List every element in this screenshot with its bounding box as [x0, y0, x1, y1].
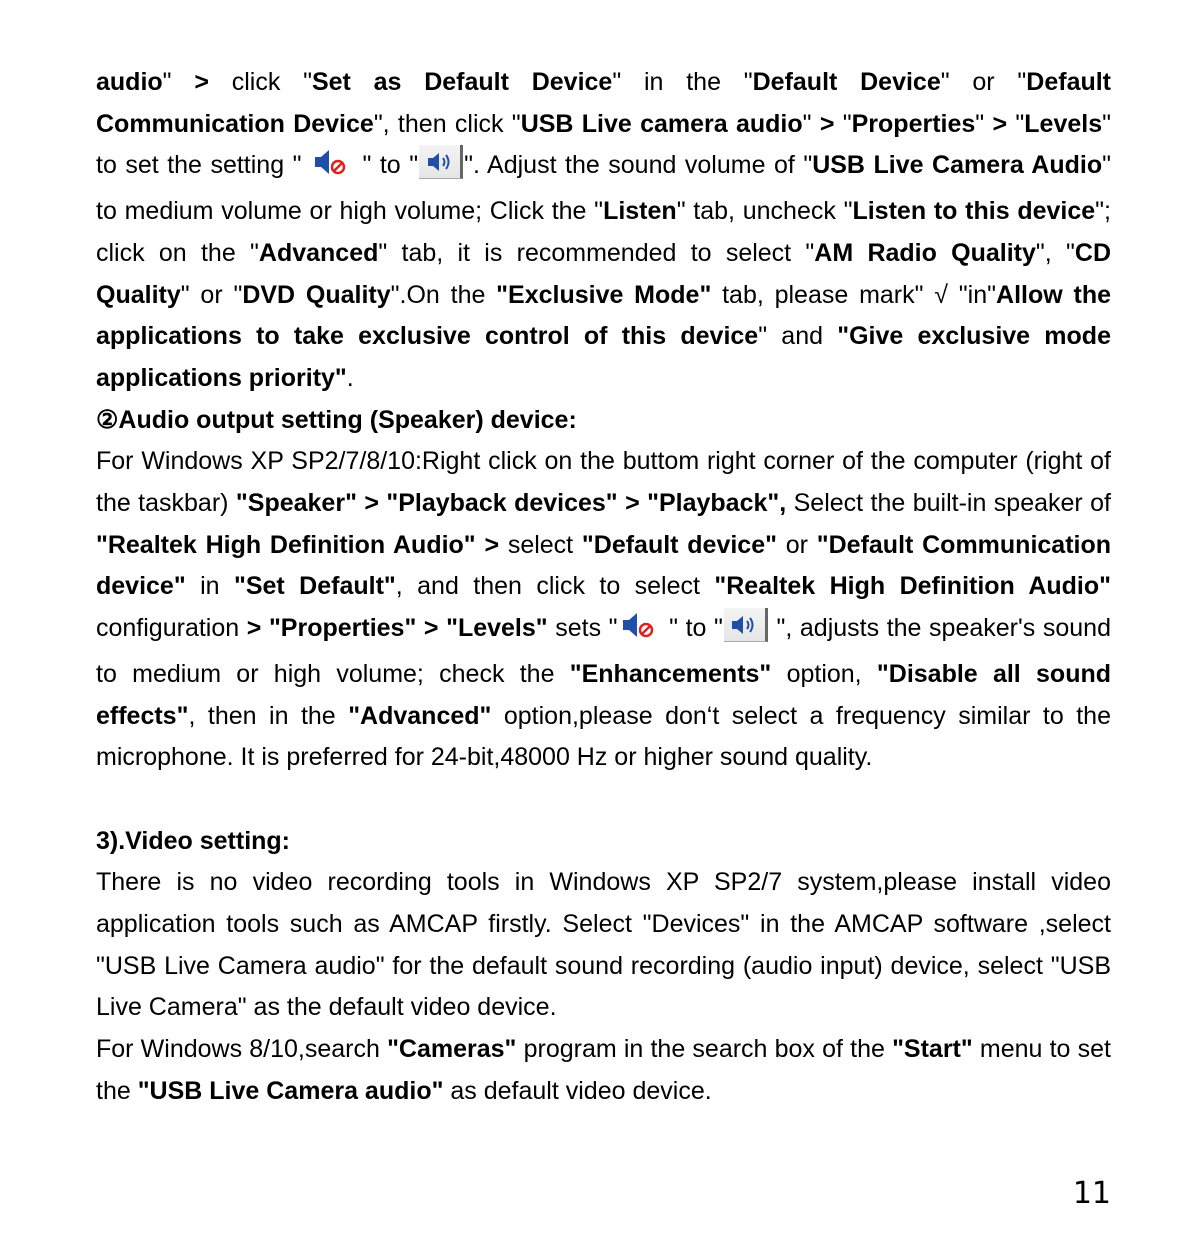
text-run: ", then click ": [373, 109, 521, 138]
text-run: "Disable all sound effects": [96, 659, 1112, 730]
paragraph-video-settings: [96, 862, 1111, 1029]
text-run: ": [1007, 109, 1025, 138]
text-run: There is no video recording tools in Windows XP SP2/7 system,please install video application tools such as AMCAP firstly. Select "Devices" in the AMCAP software ,select "USB Live Camera audio" for the default sound recording (audio input) device, select "USB Live Camera" as the default video device.: [96, 868, 1111, 1022]
arrow-glyph: >: [194, 68, 209, 96]
speaker-volume-icon: [724, 608, 768, 642]
text-run: "Realtek High Definition Audio": [714, 572, 1111, 601]
text-run: Listen to this device: [852, 197, 1096, 226]
text-run: ": [834, 109, 852, 138]
text-run: option,please don‘t select a frequency similar to the microphone. It is preferred for 24-bit,48000 Hz or higher sound quality.: [96, 701, 1111, 772]
text-run: " in the ": [612, 68, 753, 96]
text-run: click ": [208, 68, 312, 96]
text-run: Select the built-in speaker of: [786, 489, 1112, 518]
text-run: " tab, uncheck ": [676, 197, 853, 226]
text-run: ": [802, 109, 820, 138]
text-run: "Realtek High Definition Audio" >: [96, 530, 500, 559]
text-run: Set as Default Device: [311, 68, 613, 96]
text-run: option,: [771, 659, 877, 688]
text-run: " to ": [353, 151, 419, 180]
text-run: CD Quality: [96, 238, 1111, 309]
text-run: "Advanced": [348, 701, 492, 730]
text-run: audio: [96, 68, 163, 96]
text-run: menu to set the: [96, 1035, 1111, 1105]
speaker-muted-icon: [312, 147, 352, 191]
text-run: "Enhancements": [569, 659, 772, 688]
text-run: Default Device: [752, 68, 941, 96]
text-run: DVD Quality: [242, 280, 391, 309]
text-run: ", ": [1035, 238, 1075, 267]
text-run: ": [162, 68, 195, 96]
text-run: "Default device": [581, 530, 777, 559]
paragraph-windows-cameras: [96, 1029, 1111, 1112]
text-run: as default video device.: [443, 1076, 712, 1105]
text-run: "Start": [892, 1035, 973, 1064]
text-run: " tab, it is recommended to select ": [378, 238, 815, 267]
document-page: [96, 62, 1111, 1113]
speaker-volume-icon: [419, 145, 463, 179]
text-run: .: [346, 363, 354, 392]
text-run: , then in the: [188, 701, 349, 730]
text-run: "Exclusive Mode": [496, 280, 712, 309]
text-run: For Windows 8/10,search: [96, 1035, 388, 1064]
text-run: Listen: [603, 197, 677, 226]
text-run: ". Adjust the sound volume of ": [464, 151, 813, 180]
text-run: or: [776, 530, 817, 559]
text-run: "Give exclusive mode applications priority": [96, 322, 1111, 392]
text-run: sets ": [547, 614, 618, 643]
text-run: > "Properties" > "Levels": [246, 614, 548, 643]
text-run: Default Communication Device: [96, 68, 1112, 138]
text-run: configuration: [96, 614, 247, 643]
text-run: " to medium volume or high volume; Click the ": [96, 151, 1111, 226]
text-run: AM Radio Quality: [814, 238, 1036, 267]
text-run: ": [975, 109, 993, 138]
text-run: select: [499, 530, 582, 559]
text-run: ", adjusts the speaker's sound to medium or high volume; check the: [96, 614, 1111, 688]
section-heading-speaker: [96, 400, 1111, 442]
text-run: "Cameras": [387, 1035, 517, 1064]
text-run: For Windows XP SP2/7/8/10:Right click on the buttom right corner of the computer (right of the taskbar): [96, 447, 1111, 518]
text-run: tab, please mark" √ "in": [711, 280, 997, 309]
heading-text: ②Audio output setting (Speaker) device:: [96, 405, 577, 434]
text-run: "Speaker" > "Playback devices" > "Playback",: [235, 489, 787, 518]
arrow-glyph: >: [819, 109, 835, 138]
paragraph-speaker-settings: [96, 441, 1111, 779]
text-run: "Set Default": [234, 572, 396, 601]
text-run: Properties: [851, 109, 976, 138]
text-run: "Default Communication device": [96, 530, 1112, 601]
text-run: " and: [758, 322, 838, 351]
text-run: , and then click to select: [395, 572, 715, 601]
text-run: " or ": [180, 280, 243, 309]
text-run: ".On the: [390, 280, 497, 309]
text-run: " or ": [940, 68, 1027, 96]
text-run: in: [185, 572, 234, 601]
text-run: Levels: [1024, 109, 1103, 138]
text-run: program in the search box of the: [516, 1035, 893, 1064]
heading-text: 3).Video setting:: [96, 826, 291, 855]
text-run: "USB Live Camera audio": [137, 1076, 444, 1105]
text-run: "; click on the ": [96, 197, 1111, 267]
speaker-muted-icon: [620, 610, 660, 654]
text-run: USB Live camera audio: [520, 109, 803, 138]
section-heading-video: [96, 821, 1111, 863]
text-run: " to ": [661, 614, 723, 643]
paragraph-spacer: [96, 779, 1111, 821]
text-run: USB Live Camera Audio: [812, 151, 1103, 180]
text-run: " to set the setting ": [96, 109, 1111, 180]
page-number: 11: [1072, 1176, 1111, 1211]
paragraph-microphone-settings: [96, 62, 1111, 400]
text-run: Allow the applications to take exclusive control of this device: [96, 280, 1111, 351]
text-run: Advanced: [258, 238, 379, 267]
arrow-glyph: >: [992, 109, 1008, 138]
